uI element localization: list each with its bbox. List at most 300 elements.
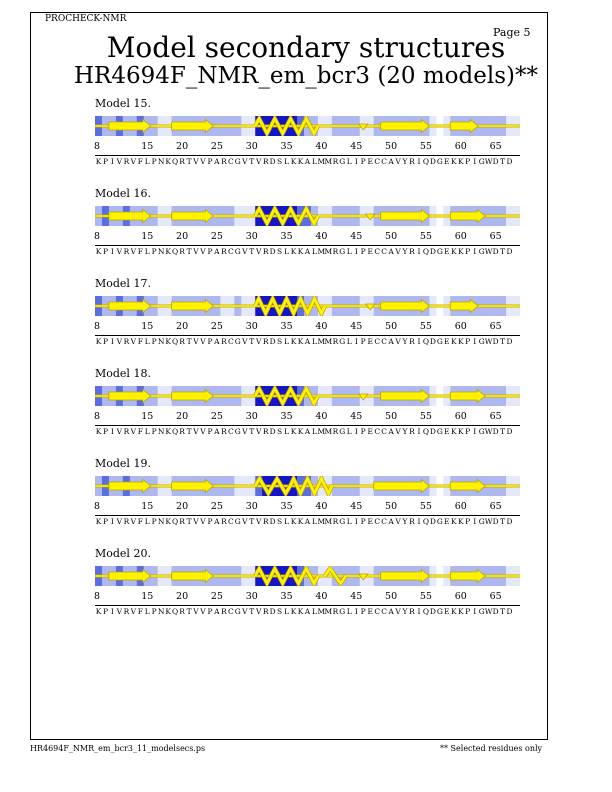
residue-tick-label: 30 xyxy=(245,591,258,602)
residue-letter: D xyxy=(506,337,513,346)
residue-letter: D xyxy=(506,517,513,526)
residue-letter: V xyxy=(200,607,206,616)
residue-letter: K xyxy=(457,607,464,616)
residue-letter: R xyxy=(409,247,415,256)
residue-letter: G xyxy=(234,427,241,436)
residue-tick-label: 25 xyxy=(210,501,223,512)
residue-letter: V xyxy=(116,157,123,166)
residue-letter: E xyxy=(444,607,450,616)
residue-letter: K xyxy=(95,517,102,526)
residue-letter: D xyxy=(506,427,513,436)
residue-letter: L xyxy=(312,427,317,436)
residue-letter: M xyxy=(317,427,326,436)
residue-letter: I xyxy=(110,247,114,256)
residue-letter: P xyxy=(207,517,213,526)
residue-letter: R xyxy=(409,517,415,526)
model-label: Model 19. xyxy=(95,457,151,470)
residue-letter: R xyxy=(221,157,227,166)
residue-letter: K xyxy=(450,157,457,166)
residue-tick-label: 20 xyxy=(176,411,189,422)
residue-letter: W xyxy=(484,517,493,526)
residue-letter: P xyxy=(151,247,157,256)
residue-tick-label: 40 xyxy=(315,501,328,512)
residue-letter: G xyxy=(436,157,443,166)
residue-letter: L xyxy=(346,517,352,526)
residue-letter: S xyxy=(277,247,283,256)
residue-letter: N xyxy=(157,517,165,526)
residue-tick-label: 50 xyxy=(385,591,398,602)
residue-tick-label: 8 xyxy=(93,591,101,602)
residue-tick-label: 25 xyxy=(210,591,223,602)
residue-letter: Y xyxy=(402,247,408,256)
residue-letter: T xyxy=(249,607,255,616)
residue-letter: G xyxy=(234,517,241,526)
residue-letter: I xyxy=(417,427,421,436)
residue-letter: R xyxy=(409,337,415,346)
residue-letter: L xyxy=(144,607,150,616)
residue-letter: G xyxy=(478,157,485,166)
model-block xyxy=(0,187,612,267)
residue-letter: D xyxy=(269,157,276,166)
residue-letter: D xyxy=(506,157,513,166)
residue-letter: L xyxy=(284,607,290,616)
residue-tick-label: 50 xyxy=(385,231,398,242)
residue-tick-label: 15 xyxy=(141,501,154,512)
residue-letter: P xyxy=(102,517,109,526)
residue-letter: L xyxy=(144,517,150,526)
structure-strip xyxy=(95,116,520,136)
residue-letter: K xyxy=(95,607,102,616)
model-label: Model 16. xyxy=(95,187,151,200)
residue-letter: C xyxy=(381,607,387,616)
residue-letter: T xyxy=(249,157,255,166)
residue-letter: V xyxy=(200,337,206,346)
residue-letter: D xyxy=(269,337,276,346)
residue-letter: S xyxy=(277,607,283,616)
residue-letter: F xyxy=(137,157,143,166)
residue-letter: R xyxy=(221,337,227,346)
residue-letter: N xyxy=(157,427,165,436)
residue-letter: D xyxy=(492,157,499,166)
residue-letter: C xyxy=(228,337,234,346)
residue-tick-label: 65 xyxy=(489,141,502,152)
residue-letter: G xyxy=(234,337,241,346)
residue-letter: F xyxy=(137,247,143,256)
residue-letter: V xyxy=(395,247,401,256)
residue-tick-label: 60 xyxy=(454,231,467,242)
residue-tick-label: 60 xyxy=(454,321,467,332)
residue-tick-label: 55 xyxy=(419,411,432,422)
residue-letter: I xyxy=(473,337,477,346)
residue-letter: T xyxy=(186,247,192,256)
residue-letter: P xyxy=(102,337,109,346)
residue-letter: Q xyxy=(172,427,179,436)
residue-letter: L xyxy=(144,157,150,166)
page-title: Model secondary structures xyxy=(106,31,506,64)
residue-letter: M xyxy=(317,157,326,166)
residue-letter: T xyxy=(186,157,192,166)
residue-tick-label: 35 xyxy=(280,411,293,422)
sequence-letters xyxy=(95,517,520,528)
residue-letter: K xyxy=(450,337,457,346)
residue-tick-label: 55 xyxy=(419,501,432,512)
residue-letter: Q xyxy=(422,337,429,346)
residue-letter: Y xyxy=(402,337,408,346)
residue-letter: L xyxy=(346,337,352,346)
residue-letter: W xyxy=(484,427,493,436)
residue-letter: A xyxy=(388,607,394,616)
residue-letter: T xyxy=(500,247,506,256)
residue-letter: L xyxy=(144,427,150,436)
residue-tick-label: 15 xyxy=(141,321,154,332)
residue-letter: K xyxy=(297,337,304,346)
structure-strip xyxy=(95,386,520,406)
residue-letter: G xyxy=(436,427,443,436)
residue-letter: A xyxy=(214,247,220,256)
residue-tick-label: 65 xyxy=(489,411,502,422)
residue-letter: W xyxy=(484,157,493,166)
residue-letter: K xyxy=(297,157,304,166)
residue-letter: R xyxy=(409,427,415,436)
structure-strip xyxy=(95,206,520,226)
residue-letter: P xyxy=(360,517,366,526)
residue-letter: K xyxy=(165,427,171,436)
residue-letter: G xyxy=(478,607,485,616)
residue-letter: C xyxy=(228,157,234,166)
residue-letter: V xyxy=(193,337,199,346)
residue-letter: V xyxy=(395,157,401,166)
residue-letter: C xyxy=(381,427,387,436)
residue-tick-label: 65 xyxy=(489,231,502,242)
residue-letter: A xyxy=(304,337,311,346)
residue-letter: N xyxy=(157,157,165,166)
residue-letter: D xyxy=(269,517,276,526)
model-label: Model 17. xyxy=(95,277,151,290)
residue-tick-label: 8 xyxy=(93,141,101,152)
residue-tick-label: 40 xyxy=(315,231,328,242)
residue-letter: K xyxy=(290,517,297,526)
residue-letter: V xyxy=(242,427,248,436)
residue-letter: I xyxy=(110,607,114,616)
residue-letter: L xyxy=(312,337,317,346)
residue-letter: R xyxy=(123,517,130,526)
residue-letter: M xyxy=(324,427,333,436)
residue-letter: P xyxy=(465,517,471,526)
residue-letter: M xyxy=(324,607,333,616)
residue-tick-label: 45 xyxy=(350,411,363,422)
residue-tick-label: 50 xyxy=(385,501,398,512)
residue-letter: T xyxy=(186,607,192,616)
residue-letter: P xyxy=(207,247,213,256)
residue-letter: D xyxy=(429,337,436,346)
residue-letter: E xyxy=(367,337,373,346)
sequence-letters xyxy=(95,607,520,618)
residue-letter: D xyxy=(492,427,499,436)
residue-letter: S xyxy=(277,157,283,166)
residue-letter: K xyxy=(457,517,464,526)
residue-letter: P xyxy=(465,607,471,616)
residue-letter: I xyxy=(354,247,358,256)
residue-letter: G xyxy=(478,337,485,346)
residue-letter: V xyxy=(193,607,199,616)
residue-letter: T xyxy=(249,427,255,436)
residue-letter: M xyxy=(324,157,333,166)
residue-tick-label: 65 xyxy=(489,501,502,512)
residue-letter: K xyxy=(95,427,102,436)
residue-tick-label: 25 xyxy=(210,231,223,242)
residue-letter: M xyxy=(317,247,326,256)
residue-letter: V xyxy=(130,517,137,526)
residue-tick-label: 8 xyxy=(93,501,101,512)
residue-letter: W xyxy=(484,607,493,616)
residue-letter: E xyxy=(444,247,450,256)
residue-letter: P xyxy=(207,427,213,436)
residue-tick-label: 20 xyxy=(176,231,189,242)
residue-letter: F xyxy=(137,427,143,436)
residue-letter: P xyxy=(151,337,157,346)
residue-letter: C xyxy=(228,247,234,256)
residue-tick-label: 20 xyxy=(176,321,189,332)
residue-letter: R xyxy=(262,517,269,526)
residue-letter: T xyxy=(249,247,255,256)
residue-letter: D xyxy=(492,337,499,346)
residue-letter: S xyxy=(277,427,283,436)
residue-letter: R xyxy=(262,337,269,346)
residue-letter: E xyxy=(367,427,373,436)
residue-letter: T xyxy=(500,607,506,616)
residue-letter: K xyxy=(457,337,464,346)
residue-letter: A xyxy=(388,247,394,256)
residue-letter: I xyxy=(354,427,358,436)
sequence-letters xyxy=(95,157,520,168)
residue-letter: C xyxy=(374,607,381,616)
residue-tick-label: 45 xyxy=(350,141,363,152)
residue-letter: P xyxy=(151,427,157,436)
residue-letter: V xyxy=(255,157,262,166)
residue-tick-label: 45 xyxy=(350,591,363,602)
residue-letter: P xyxy=(465,247,471,256)
residue-letter: M xyxy=(317,337,326,346)
structure-strip xyxy=(95,296,520,316)
residue-letter: V xyxy=(395,427,401,436)
residue-letter: V xyxy=(242,517,248,526)
sequence-letters xyxy=(95,247,520,258)
residue-letter: L xyxy=(284,157,290,166)
residue-letter: G xyxy=(478,517,485,526)
residue-letter: T xyxy=(186,517,192,526)
residue-letter: V xyxy=(255,247,262,256)
residue-tick-label: 30 xyxy=(245,231,258,242)
residue-letter: I xyxy=(473,517,477,526)
residue-letter: G xyxy=(339,157,346,166)
residue-letter: R xyxy=(262,607,269,616)
residue-letter: A xyxy=(214,517,220,526)
residue-letter: Q xyxy=(422,157,429,166)
residue-tick-label: 30 xyxy=(245,411,258,422)
residue-letter: I xyxy=(417,157,421,166)
residue-letter: G xyxy=(339,427,346,436)
residue-letter: V xyxy=(193,157,199,166)
residue-letter: R xyxy=(179,607,185,616)
residue-tick-label: 55 xyxy=(419,141,432,152)
residue-letter: A xyxy=(388,427,394,436)
residue-letter: S xyxy=(277,337,283,346)
residue-letter: K xyxy=(95,247,102,256)
residue-letter: V xyxy=(255,607,262,616)
residue-letter: D xyxy=(269,427,276,436)
residue-letter: V xyxy=(242,337,248,346)
residue-tick-label: 40 xyxy=(315,321,328,332)
residue-letter: K xyxy=(165,247,171,256)
residue-letter: I xyxy=(110,517,114,526)
residue-letter: R xyxy=(179,517,185,526)
residue-letter: R xyxy=(262,157,269,166)
residue-letter: R xyxy=(221,517,227,526)
residue-letter: I xyxy=(417,247,421,256)
residue-letter: L xyxy=(284,337,290,346)
residue-tick-label: 45 xyxy=(350,231,363,242)
residue-tick-label: 35 xyxy=(280,141,293,152)
residue-letter: V xyxy=(193,427,199,436)
residue-letter: G xyxy=(436,247,443,256)
residue-letter: Q xyxy=(172,247,179,256)
residue-letter: K xyxy=(165,607,171,616)
residue-letter: S xyxy=(277,517,283,526)
residue-letter: V xyxy=(242,247,248,256)
residue-letter: V xyxy=(395,337,401,346)
residue-tick-label: 55 xyxy=(419,321,432,332)
residue-tick-label: 15 xyxy=(141,411,154,422)
residue-letter: R xyxy=(123,607,130,616)
residue-letter: Q xyxy=(172,517,179,526)
residue-letter: Q xyxy=(172,607,179,616)
residue-letter: L xyxy=(312,607,317,616)
residue-letter: V xyxy=(242,607,248,616)
residue-letter: I xyxy=(473,247,477,256)
residue-letter: R xyxy=(332,517,339,526)
residue-letter: C xyxy=(228,517,234,526)
residue-letter: R xyxy=(262,247,269,256)
model-label: Model 20. xyxy=(95,547,151,560)
residue-letter: G xyxy=(436,607,443,616)
residue-letter: A xyxy=(304,247,311,256)
residue-tick-label: 45 xyxy=(350,501,363,512)
residue-letter: K xyxy=(165,517,171,526)
sequence-letters xyxy=(95,337,520,348)
residue-letter: R xyxy=(123,157,130,166)
residue-letter: P xyxy=(465,427,471,436)
residue-letter: K xyxy=(457,157,464,166)
residue-letter: C xyxy=(381,337,387,346)
residue-tick-label: 8 xyxy=(93,231,101,242)
residue-letter: I xyxy=(354,607,358,616)
residue-letter: R xyxy=(332,607,339,616)
residue-letter: V xyxy=(255,517,262,526)
residue-letter: L xyxy=(346,607,352,616)
residue-letter: R xyxy=(221,427,227,436)
residue-letter: V xyxy=(130,337,137,346)
residue-letter: P xyxy=(207,337,213,346)
residue-letter: R xyxy=(221,247,227,256)
residue-letter: R xyxy=(221,607,227,616)
residue-letter: P xyxy=(102,427,109,436)
residue-letter: G xyxy=(478,247,485,256)
residue-letter: R xyxy=(262,427,269,436)
residue-letter: R xyxy=(179,157,185,166)
residue-letter: C xyxy=(374,247,381,256)
residue-letter: G xyxy=(339,607,346,616)
residue-letter: P xyxy=(360,337,366,346)
residue-letter: R xyxy=(123,427,130,436)
residue-tick-label: 50 xyxy=(385,141,398,152)
residue-letter: R xyxy=(123,337,130,346)
residue-letter: F xyxy=(137,337,143,346)
residue-letter: P xyxy=(465,337,471,346)
residue-letter: G xyxy=(339,247,346,256)
sequence-rule xyxy=(95,605,520,606)
residue-letter: K xyxy=(290,157,297,166)
residue-letter: F xyxy=(137,607,143,616)
residue-letter: C xyxy=(374,517,381,526)
sequence-rule xyxy=(95,425,520,426)
residue-tick-label: 60 xyxy=(454,141,467,152)
residue-letter: L xyxy=(144,337,150,346)
residue-tick-label: 60 xyxy=(454,591,467,602)
residue-tick-label: 65 xyxy=(489,591,502,602)
residue-letter: I xyxy=(110,337,114,346)
residue-letter: D xyxy=(506,247,513,256)
residue-letter: P xyxy=(360,157,366,166)
residue-letter: Q xyxy=(422,247,429,256)
residue-letter: V xyxy=(130,157,137,166)
residue-letter: A xyxy=(214,607,220,616)
residue-letter: V xyxy=(116,247,123,256)
residue-letter: V xyxy=(193,517,199,526)
residue-letter: R xyxy=(179,337,185,346)
residue-tick-label: 8 xyxy=(93,321,101,332)
residue-letter: I xyxy=(473,607,477,616)
residue-letter: V xyxy=(116,337,123,346)
structure-strip xyxy=(95,566,520,586)
residue-letter: E xyxy=(367,157,373,166)
residue-letter: T xyxy=(500,517,506,526)
residue-tick-label: 45 xyxy=(350,321,363,332)
residue-tick-label: 30 xyxy=(245,321,258,332)
residue-tick-label: 40 xyxy=(315,591,328,602)
residue-letter: P xyxy=(151,517,157,526)
residue-letter: R xyxy=(179,427,185,436)
residue-letter: A xyxy=(304,427,311,436)
footer-note: ** Selected residues only xyxy=(440,744,543,753)
residue-letter: I xyxy=(354,337,358,346)
residue-letter: V xyxy=(130,607,137,616)
residue-letter: N xyxy=(157,607,165,616)
residue-letter: D xyxy=(492,517,499,526)
residue-tick-label: 25 xyxy=(210,411,223,422)
residue-letter: K xyxy=(290,427,297,436)
residue-letter: G xyxy=(436,517,443,526)
residue-letter: R xyxy=(123,247,130,256)
residue-letter: L xyxy=(346,427,352,436)
residue-letter: Q xyxy=(172,157,179,166)
residue-tick-label: 25 xyxy=(210,141,223,152)
residue-letter: V xyxy=(242,157,248,166)
page-number: Page 5 xyxy=(493,26,531,39)
residue-letter: K xyxy=(450,607,457,616)
residue-tick-label: 20 xyxy=(176,501,189,512)
residue-letter: V xyxy=(255,427,262,436)
residue-letter: K xyxy=(297,427,304,436)
